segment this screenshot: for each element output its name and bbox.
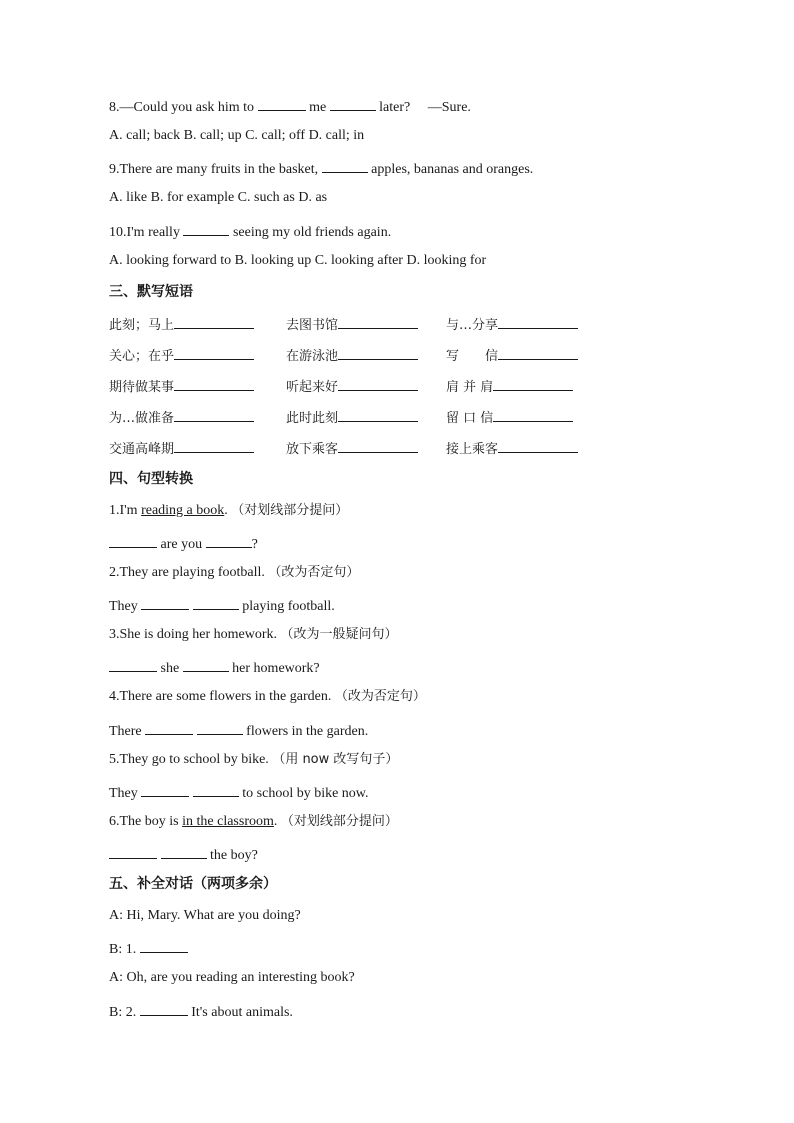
phrase-item: 肩 并 肩: [446, 376, 573, 397]
t2-hint: （改为否定句）: [268, 565, 360, 580]
phrase-item: 与…分享: [446, 314, 578, 335]
transform-3: 3.She is doing her homework. （改为一般疑问句）: [109, 627, 398, 642]
t5-blank-1[interactable]: [141, 782, 189, 797]
transform-5-answer: They to school by bike now.: [109, 782, 369, 803]
phrase-blank[interactable]: [493, 407, 573, 422]
t5-hint: （用 now 改写句子）: [272, 752, 399, 767]
q8-options: A. call; back B. call; up C. call; off D. call; in: [109, 128, 365, 143]
q8-stem-c: later?: [379, 100, 411, 115]
t6-blank-2[interactable]: [161, 844, 207, 859]
q8-stem-d: —Sure.: [427, 100, 471, 115]
question-8: [109, 96, 471, 117]
t1-underlined: reading a book: [141, 503, 225, 518]
t2-blank-1[interactable]: [141, 595, 189, 610]
section-5-heading: 五、补全对话（两项多余）: [109, 876, 277, 892]
q10-options: A. looking forward to B. looking up C. looking after D. looking for: [109, 253, 487, 268]
t3-blank-1[interactable]: [109, 657, 157, 672]
transform-4-answer: There flowers in the garden.: [109, 720, 368, 741]
phrase-item: 此时此刻: [286, 407, 418, 428]
q9-blank[interactable]: [322, 158, 368, 173]
question-9: [109, 158, 533, 179]
phrase-item: 去图书馆: [286, 314, 418, 335]
phrase-blank[interactable]: [498, 345, 578, 360]
phrase-blank[interactable]: [174, 376, 254, 391]
t4-hint: （改为否定句）: [334, 689, 426, 704]
phrase-item: 交通高峰期: [109, 438, 254, 459]
dialogue-blank-1[interactable]: [140, 938, 188, 953]
q9-stem-a: 9.There are many fruits in the basket,: [109, 162, 319, 177]
transform-6-answer: the boy?: [109, 844, 258, 865]
phrase-blank[interactable]: [493, 376, 573, 391]
t6-hint: （对划线部分提问）: [280, 814, 398, 829]
q8-blank-1[interactable]: [258, 96, 306, 111]
phrase-blank[interactable]: [338, 345, 418, 360]
phrase-blank[interactable]: [498, 314, 578, 329]
phrase-item: 留 口 信: [446, 407, 573, 428]
q9-options: A. like B. for example C. such as D. as: [109, 190, 328, 205]
dialogue-line-3: A: Oh, are you reading an interesting book?: [109, 970, 355, 985]
transform-4: 4.There are some flowers in the garden. （改为否定句）: [109, 689, 426, 704]
dialogue-line-4: B: 2. It's about animals.: [109, 1001, 293, 1022]
phrase-blank[interactable]: [338, 376, 418, 391]
transform-1-answer: are you ?: [109, 533, 258, 554]
t6-blank-1[interactable]: [109, 844, 157, 859]
t5-blank-2[interactable]: [193, 782, 239, 797]
phrase-item: 为…做准备: [109, 407, 254, 428]
section-3-heading: 三、默写短语: [109, 284, 193, 300]
t3-blank-2[interactable]: [183, 657, 229, 672]
phrase-item: 听起来好: [286, 376, 418, 397]
transform-6: 6.The boy is in the classroom. （对划线部分提问）: [109, 814, 398, 829]
t1-blank-2[interactable]: [206, 533, 252, 548]
phrase-item: 接上乘客: [446, 438, 578, 459]
phrase-blank[interactable]: [174, 345, 254, 360]
phrase-item: 关心；在乎: [109, 345, 254, 366]
phrase-blank[interactable]: [174, 407, 254, 422]
phrase-item: 期待做某事: [109, 376, 254, 397]
phrase-blank[interactable]: [174, 438, 254, 453]
phrase-blank[interactable]: [338, 438, 418, 453]
t6-underlined: in the classroom: [182, 814, 274, 829]
t4-blank-2[interactable]: [197, 720, 243, 735]
phrase-blank[interactable]: [338, 314, 418, 329]
transform-2-answer: They playing football.: [109, 595, 335, 616]
t1-blank-1[interactable]: [109, 533, 157, 548]
phrase-blank[interactable]: [338, 407, 418, 422]
transform-1: 1.I'm reading a book. （对划线部分提问）: [109, 503, 349, 518]
transform-2: 2.They are playing football. （改为否定句）: [109, 565, 360, 580]
question-10: [109, 221, 391, 242]
phrase-item: 此刻；马上: [109, 314, 254, 335]
section-4-heading: 四、句型转换: [109, 471, 193, 487]
q8-stem-b: me: [309, 100, 327, 115]
phrase-item: 在游泳池: [286, 345, 418, 366]
q8-stem-a: 8.—Could you ask him to: [109, 100, 255, 115]
dialogue-line-2: B: 1.: [109, 938, 188, 959]
transform-5: 5.They go to school by bike. （用 now 改写句子）: [109, 752, 399, 767]
t4-blank-1[interactable]: [145, 720, 193, 735]
phrase-item: 写 信: [446, 345, 578, 366]
q10-stem-b: seeing my old friends again.: [232, 225, 392, 240]
phrase-blank[interactable]: [174, 314, 254, 329]
dialogue-line-1: A: Hi, Mary. What are you doing?: [109, 908, 301, 923]
t2-blank-2[interactable]: [193, 595, 239, 610]
t1-text: 1.I'm: [109, 503, 138, 518]
q8-blank-2[interactable]: [330, 96, 376, 111]
q9-stem-b: apples, bananas and oranges.: [371, 162, 534, 177]
t3-hint: （改为一般疑问句）: [280, 627, 398, 642]
q10-blank[interactable]: [183, 221, 229, 236]
phrase-item: 放下乘客: [286, 438, 418, 459]
dialogue-blank-2[interactable]: [140, 1001, 188, 1016]
t1-hint: （对划线部分提问）: [231, 503, 349, 518]
phrase-blank[interactable]: [498, 438, 578, 453]
q10-stem-a: 10.I'm really: [109, 225, 180, 240]
transform-3-answer: she her homework?: [109, 657, 320, 678]
